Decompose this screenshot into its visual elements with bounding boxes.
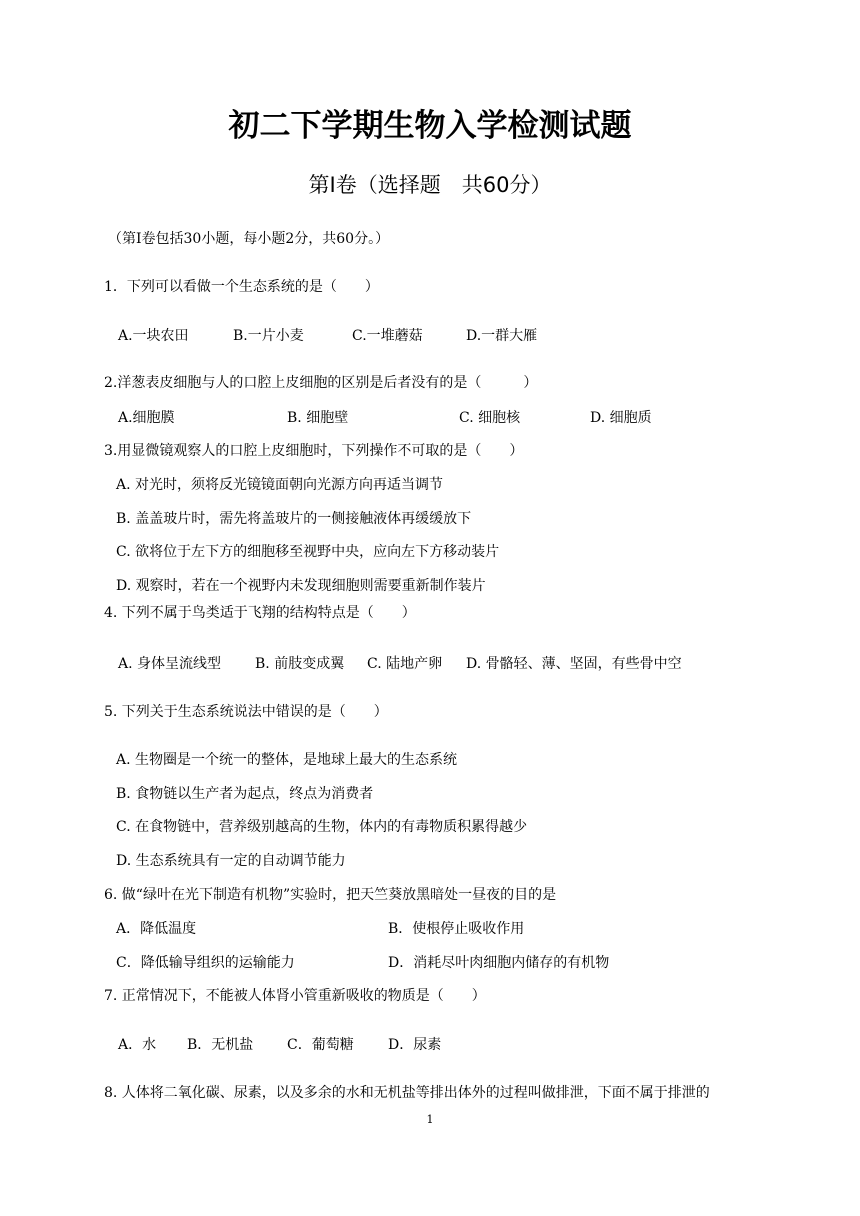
question-4-option-b: B. 前肢变成翼	[255, 656, 345, 672]
question-4-option-c: C. 陆地产卵	[367, 656, 443, 672]
question-3-option-b: B. 盖盖玻片时，需先将盖玻片的一侧接触液体再缓缓放下	[116, 511, 472, 527]
question-5-option-a: A. 生物圈是一个统一的整体，是地球上最大的生态系统	[116, 752, 458, 768]
question-5-option-c: C. 在食物链中，营养级别越高的生物，体内的有毒物质积累得越少	[116, 819, 528, 835]
section-instruction: （第Ⅰ卷包括30小题，每小题2分，共60分。）	[108, 231, 390, 247]
question-3-option-d: D. 观察时，若在一个视野内未发现细胞则需要重新制作装片	[116, 578, 486, 594]
question-3-stem: 3.用显微镜观察人的口腔上皮细胞时，下列操作不可取的是（ ）	[104, 443, 524, 459]
question-2-option-c: C. 细胞核	[459, 410, 521, 426]
question-7-option-c: C．葡萄糖	[287, 1037, 354, 1053]
question-6-option-a: A．降低温度	[116, 921, 197, 937]
question-1-option-a: A.一块农田	[118, 328, 189, 344]
question-4-stem: 4. 下列不属于鸟类适于飞翔的结构特点是（ ）	[104, 605, 416, 621]
question-5-option-b: B. 食物链以生产者为起点，终点为消费者	[116, 786, 374, 802]
question-7-option-d: D．尿素	[388, 1037, 442, 1053]
question-6-stem: 6. 做“绿叶在光下制造有机物”实验时，把天竺葵放黑暗处一昼夜的目的是	[104, 887, 557, 903]
question-7-stem: 7. 正常情况下，不能被人体肾小管重新吸收的物质是（ ）	[104, 988, 486, 1004]
question-7-option-a: A．水	[118, 1037, 157, 1053]
question-6-option-b: B．使根停止吸收作用	[388, 921, 525, 937]
question-6-option-c: C．降低输导组织的运输能力	[116, 955, 295, 971]
section-heading: 第Ⅰ卷（选择题 共60分）	[308, 173, 552, 197]
question-6-option-d: D．消耗尽叶肉细胞内储存的有机物	[388, 955, 610, 971]
question-4-option-a: A. 身体呈流线型	[118, 656, 222, 672]
question-1-stem: 1．下列可以看做一个生态系统的是（ ）	[104, 279, 379, 295]
question-2-option-a: A.细胞膜	[118, 410, 175, 426]
question-3-option-a: A. 对光时，须将反光镜镜面朝向光源方向再适当调节	[116, 477, 444, 493]
page-number: 1	[426, 1113, 434, 1126]
question-1-option-d: D.一群大雁	[466, 328, 538, 344]
question-2-option-d: D. 细胞质	[590, 410, 652, 426]
question-2-option-b: B. 细胞壁	[287, 410, 349, 426]
question-5-stem: 5. 下列关于生态系统说法中错误的是（ ）	[104, 704, 388, 720]
question-7-option-b: B．无机盐	[187, 1037, 254, 1053]
question-2-stem: 2.洋葱表皮细胞与人的口腔上皮细胞的区别是后者没有的是（ ）	[104, 375, 538, 391]
question-5-option-d: D. 生态系统具有一定的自动调节能力	[116, 853, 346, 869]
question-8-stem: 8. 人体将二氧化碳、尿素，以及多余的水和无机盐等排出体外的过程叫做排泄，下面不属于排泄的	[104, 1085, 710, 1101]
question-4-option-d: D. 骨骼轻、薄、坚固，有些骨中空	[466, 656, 682, 672]
question-1-option-c: C.一堆蘑菇	[352, 328, 423, 344]
question-3-option-c: C. 欲将位于左下方的细胞移至视野中央，应向左下方移动装片	[116, 544, 500, 560]
page-title: 初二下学期生物入学检测试题	[228, 108, 632, 144]
question-1-option-b: B.一片小麦	[233, 328, 304, 344]
